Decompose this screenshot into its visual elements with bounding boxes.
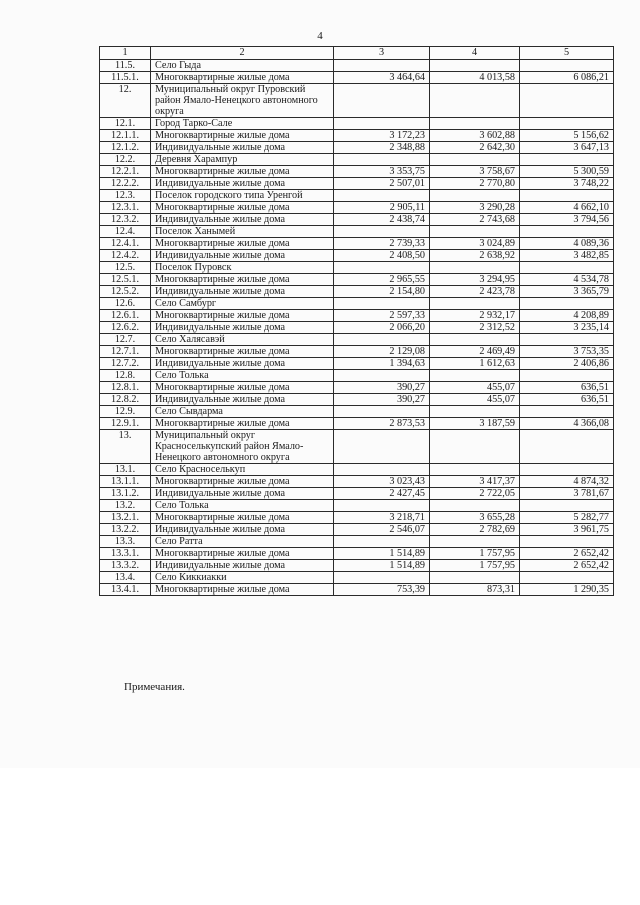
row-value-col3 <box>334 226 430 238</box>
row-number: 12.6. <box>100 298 151 310</box>
row-value-col5: 3 482,85 <box>520 250 614 262</box>
row-value-col3 <box>334 370 430 382</box>
row-value-col4 <box>430 536 520 548</box>
row-value-col4: 3 758,67 <box>430 166 520 178</box>
row-value-col4: 3 417,37 <box>430 476 520 488</box>
table-row <box>100 464 614 476</box>
row-value-col4: 2 642,30 <box>430 142 520 154</box>
row-number: 12.4.1. <box>100 238 151 250</box>
table-row <box>100 370 614 382</box>
row-description: Село Халясавэй <box>151 334 334 346</box>
row-value-col5: 3 781,67 <box>520 488 614 500</box>
row-number: 12.8.2. <box>100 394 151 406</box>
table-row <box>100 322 614 334</box>
row-description: Индивидуальные жилые дома <box>151 394 334 406</box>
table-row <box>100 238 614 250</box>
row-value-col4: 455,07 <box>430 382 520 394</box>
row-number: 12.1.1. <box>100 130 151 142</box>
row-value-col3: 2 427,45 <box>334 488 430 500</box>
row-description: Многоквартирные жилые дома <box>151 274 334 286</box>
row-value-col3 <box>334 572 430 584</box>
row-number: 12.6.2. <box>100 322 151 334</box>
row-description: Индивидуальные жилые дома <box>151 286 334 298</box>
table-row <box>100 548 614 560</box>
row-value-col4: 3 602,88 <box>430 130 520 142</box>
row-value-col4 <box>430 298 520 310</box>
row-value-col5 <box>520 60 614 72</box>
row-value-col4: 2 722,05 <box>430 488 520 500</box>
row-value-col3: 2 507,01 <box>334 178 430 190</box>
table-row <box>100 262 614 274</box>
row-value-col4: 2 469,49 <box>430 346 520 358</box>
row-description: Село Сывдарма <box>151 406 334 418</box>
row-value-col3: 390,27 <box>334 382 430 394</box>
table-row <box>100 334 614 346</box>
row-value-col4 <box>430 500 520 512</box>
row-value-col3 <box>334 190 430 202</box>
row-value-col4: 2 638,92 <box>430 250 520 262</box>
table-row <box>100 142 614 154</box>
row-description: Поселок городского типа Уренгой <box>151 190 334 202</box>
row-value-col4 <box>430 118 520 130</box>
row-value-col4: 1 757,95 <box>430 560 520 572</box>
row-number: 12.8.1. <box>100 382 151 394</box>
row-value-col4 <box>430 84 520 118</box>
row-value-col4: 2 423,78 <box>430 286 520 298</box>
row-number: 12.7.1. <box>100 346 151 358</box>
row-description: Село Толька <box>151 370 334 382</box>
row-value-col5 <box>520 406 614 418</box>
row-description: Многоквартирные жилые дома <box>151 130 334 142</box>
row-number: 12.1. <box>100 118 151 130</box>
table-row <box>100 382 614 394</box>
row-description: Индивидуальные жилые дома <box>151 250 334 262</box>
row-value-col5 <box>520 536 614 548</box>
row-number: 12.5. <box>100 262 151 274</box>
row-value-col3: 3 023,43 <box>334 476 430 488</box>
row-number: 12.5.1. <box>100 274 151 286</box>
row-description: Многоквартирные жилые дома <box>151 512 334 524</box>
row-value-col5: 2 406,86 <box>520 358 614 370</box>
row-number: 13.1. <box>100 464 151 476</box>
row-value-col3: 1 514,89 <box>334 548 430 560</box>
row-value-col3 <box>334 298 430 310</box>
row-value-col5: 636,51 <box>520 382 614 394</box>
table-row <box>100 286 614 298</box>
row-description: Село Самбург <box>151 298 334 310</box>
row-value-col4 <box>430 464 520 476</box>
col-header-3: 3 <box>334 47 430 60</box>
row-value-col4: 3 290,28 <box>430 202 520 214</box>
row-number: 13.1.1. <box>100 476 151 488</box>
row-value-col4 <box>430 370 520 382</box>
table-row <box>100 476 614 488</box>
row-value-col4: 2 312,52 <box>430 322 520 334</box>
row-value-col5 <box>520 334 614 346</box>
row-value-col3 <box>334 500 430 512</box>
table-row <box>100 60 614 72</box>
row-value-col5 <box>520 370 614 382</box>
row-number: 11.5. <box>100 60 151 72</box>
table-row <box>100 250 614 262</box>
row-number: 12.3.2. <box>100 214 151 226</box>
row-value-col3: 3 464,64 <box>334 72 430 84</box>
row-value-col5: 5 156,62 <box>520 130 614 142</box>
row-value-col5 <box>520 190 614 202</box>
row-value-col4: 3 655,28 <box>430 512 520 524</box>
row-description: Село Гыда <box>151 60 334 72</box>
row-value-col5: 3 748,22 <box>520 178 614 190</box>
table-row <box>100 394 614 406</box>
row-value-col3: 3 172,23 <box>334 130 430 142</box>
row-value-col5: 4 366,08 <box>520 418 614 430</box>
row-value-col3: 2 965,55 <box>334 274 430 286</box>
row-number: 12.4. <box>100 226 151 238</box>
row-description: Село Толька <box>151 500 334 512</box>
row-number: 12.9. <box>100 406 151 418</box>
table-row <box>100 406 614 418</box>
row-value-col4: 2 932,17 <box>430 310 520 322</box>
row-value-col5 <box>520 430 614 464</box>
table-row <box>100 500 614 512</box>
row-number: 12.7.2. <box>100 358 151 370</box>
row-value-col5 <box>520 84 614 118</box>
table-row <box>100 84 614 118</box>
row-value-col3: 2 438,74 <box>334 214 430 226</box>
row-value-col5 <box>520 118 614 130</box>
row-value-col5: 3 753,35 <box>520 346 614 358</box>
table-header-row <box>100 47 614 60</box>
row-description: Многоквартирные жилые дома <box>151 548 334 560</box>
row-description: Муниципальный округ Пуровский район Ямало-Ненецкого автономного округа <box>151 84 334 118</box>
row-description: Индивидуальные жилые дома <box>151 322 334 334</box>
row-description: Многоквартирные жилые дома <box>151 476 334 488</box>
row-value-col4 <box>430 572 520 584</box>
row-value-col3 <box>334 334 430 346</box>
row-number: 12.3. <box>100 190 151 202</box>
row-value-col5: 4 874,32 <box>520 476 614 488</box>
row-value-col3 <box>334 464 430 476</box>
row-value-col5 <box>520 226 614 238</box>
table-row <box>100 202 614 214</box>
table-row <box>100 130 614 142</box>
row-description: Индивидуальные жилые дома <box>151 524 334 536</box>
table-body <box>100 60 614 596</box>
row-value-col3: 2 546,07 <box>334 524 430 536</box>
row-value-col3 <box>334 118 430 130</box>
row-description: Индивидуальные жилые дома <box>151 214 334 226</box>
notes-heading: Примечания. <box>124 681 185 693</box>
row-value-col3: 2 739,33 <box>334 238 430 250</box>
row-value-col4: 1 757,95 <box>430 548 520 560</box>
table-row <box>100 346 614 358</box>
table-row <box>100 118 614 130</box>
row-value-col5: 5 300,59 <box>520 166 614 178</box>
row-number: 12.6.1. <box>100 310 151 322</box>
table-row <box>100 214 614 226</box>
row-value-col4: 2 782,69 <box>430 524 520 536</box>
row-value-col3 <box>334 406 430 418</box>
row-value-col4: 2 770,80 <box>430 178 520 190</box>
row-value-col4: 1 612,63 <box>430 358 520 370</box>
row-value-col3: 2 905,11 <box>334 202 430 214</box>
row-value-col5 <box>520 154 614 166</box>
row-value-col5 <box>520 464 614 476</box>
table-row <box>100 298 614 310</box>
row-number: 13.4.1. <box>100 584 151 596</box>
row-number: 12.2. <box>100 154 151 166</box>
row-value-col4: 4 013,58 <box>430 72 520 84</box>
row-description: Муниципальный округ Красноселькупский район Ямало-Ненецкого автономного округа <box>151 430 334 464</box>
row-description: Многоквартирные жилые дома <box>151 584 334 596</box>
table-row <box>100 430 614 464</box>
row-value-col5: 3 794,56 <box>520 214 614 226</box>
row-number: 12. <box>100 84 151 118</box>
row-value-col4: 3 024,89 <box>430 238 520 250</box>
row-number: 12.3.1. <box>100 202 151 214</box>
row-value-col3 <box>334 154 430 166</box>
col-header-2: 2 <box>151 47 334 60</box>
row-number: 12.7. <box>100 334 151 346</box>
row-value-col5: 3 235,14 <box>520 322 614 334</box>
row-description: Индивидуальные жилые дома <box>151 560 334 572</box>
row-value-col3 <box>334 262 430 274</box>
row-description: Индивидуальные жилые дома <box>151 488 334 500</box>
table-row <box>100 274 614 286</box>
row-value-col5: 3 961,75 <box>520 524 614 536</box>
table-row <box>100 190 614 202</box>
row-description: Многоквартирные жилые дома <box>151 166 334 178</box>
row-description: Село Красноселькуп <box>151 464 334 476</box>
row-number: 13.3.1. <box>100 548 151 560</box>
row-value-col3: 753,39 <box>334 584 430 596</box>
row-number: 12.5.2. <box>100 286 151 298</box>
row-description: Поселок Ханымей <box>151 226 334 238</box>
row-value-col3: 2 154,80 <box>334 286 430 298</box>
table-row <box>100 310 614 322</box>
page-number: 4 <box>317 30 323 42</box>
row-description: Село Ратта <box>151 536 334 548</box>
row-value-col3: 2 408,50 <box>334 250 430 262</box>
row-value-col5: 4 208,89 <box>520 310 614 322</box>
row-value-col3 <box>334 60 430 72</box>
row-value-col5: 3 365,79 <box>520 286 614 298</box>
row-number: 13.3. <box>100 536 151 548</box>
price-table <box>99 46 614 596</box>
row-value-col3: 2 873,53 <box>334 418 430 430</box>
row-description: Индивидуальные жилые дома <box>151 178 334 190</box>
row-value-col5: 5 282,77 <box>520 512 614 524</box>
row-value-col5: 2 652,42 <box>520 548 614 560</box>
row-value-col3: 2 348,88 <box>334 142 430 154</box>
row-value-col4 <box>430 406 520 418</box>
row-number: 12.4.2. <box>100 250 151 262</box>
table-row <box>100 512 614 524</box>
row-description: Многоквартирные жилые дома <box>151 310 334 322</box>
row-value-col3 <box>334 430 430 464</box>
row-value-col3 <box>334 84 430 118</box>
row-description: Многоквартирные жилые дома <box>151 202 334 214</box>
row-value-col3: 3 218,71 <box>334 512 430 524</box>
row-description: Город Тарко-Сале <box>151 118 334 130</box>
row-value-col4: 455,07 <box>430 394 520 406</box>
table-row <box>100 524 614 536</box>
row-number: 13. <box>100 430 151 464</box>
row-number: 12.8. <box>100 370 151 382</box>
row-value-col4 <box>430 226 520 238</box>
row-value-col3: 2 066,20 <box>334 322 430 334</box>
row-number: 13.2.2. <box>100 524 151 536</box>
row-value-col4 <box>430 190 520 202</box>
row-number: 13.3.2. <box>100 560 151 572</box>
row-value-col4: 2 743,68 <box>430 214 520 226</box>
row-value-col4: 873,31 <box>430 584 520 596</box>
table-row <box>100 226 614 238</box>
row-value-col5 <box>520 572 614 584</box>
row-number: 13.2.1. <box>100 512 151 524</box>
col-header-4: 4 <box>430 47 520 60</box>
row-number: 12.2.2. <box>100 178 151 190</box>
row-number: 12.9.1. <box>100 418 151 430</box>
row-value-col5 <box>520 262 614 274</box>
table-row <box>100 572 614 584</box>
row-description: Многоквартирные жилые дома <box>151 72 334 84</box>
row-value-col4 <box>430 334 520 346</box>
row-number: 12.1.2. <box>100 142 151 154</box>
row-number: 12.2.1. <box>100 166 151 178</box>
row-number: 13.1.2. <box>100 488 151 500</box>
row-description: Многоквартирные жилые дома <box>151 346 334 358</box>
row-description: Индивидуальные жилые дома <box>151 358 334 370</box>
col-header-1: 1 <box>100 47 151 60</box>
row-value-col4: 3 294,95 <box>430 274 520 286</box>
row-value-col3: 1 394,63 <box>334 358 430 370</box>
row-value-col5: 3 647,13 <box>520 142 614 154</box>
row-description: Село Киккиакки <box>151 572 334 584</box>
row-value-col5: 2 652,42 <box>520 560 614 572</box>
table-row <box>100 154 614 166</box>
row-value-col5 <box>520 298 614 310</box>
row-value-col4 <box>430 262 520 274</box>
row-description: Поселок Пуровск <box>151 262 334 274</box>
table-row <box>100 584 614 596</box>
row-number: 13.4. <box>100 572 151 584</box>
row-description: Деревня Харампур <box>151 154 334 166</box>
table-row <box>100 358 614 370</box>
row-value-col5: 4 534,78 <box>520 274 614 286</box>
table-row <box>100 178 614 190</box>
row-description: Многоквартирные жилые дома <box>151 418 334 430</box>
row-number: 11.5.1. <box>100 72 151 84</box>
row-value-col3: 390,27 <box>334 394 430 406</box>
row-value-col5: 4 662,10 <box>520 202 614 214</box>
row-value-col4 <box>430 60 520 72</box>
row-description: Индивидуальные жилые дома <box>151 142 334 154</box>
table-row <box>100 560 614 572</box>
table-row <box>100 72 614 84</box>
row-value-col3: 2 597,33 <box>334 310 430 322</box>
table-row <box>100 418 614 430</box>
row-value-col5: 1 290,35 <box>520 584 614 596</box>
row-value-col5 <box>520 500 614 512</box>
table-row <box>100 166 614 178</box>
row-value-col3: 2 129,08 <box>334 346 430 358</box>
table-row <box>100 488 614 500</box>
row-value-col3: 3 353,75 <box>334 166 430 178</box>
row-number: 13.2. <box>100 500 151 512</box>
row-value-col4 <box>430 154 520 166</box>
row-value-col3: 1 514,89 <box>334 560 430 572</box>
row-description: Многоквартирные жилые дома <box>151 238 334 250</box>
row-value-col3 <box>334 536 430 548</box>
row-value-col4 <box>430 430 520 464</box>
row-value-col5: 6 086,21 <box>520 72 614 84</box>
row-value-col5: 636,51 <box>520 394 614 406</box>
row-value-col4: 3 187,59 <box>430 418 520 430</box>
table-row <box>100 536 614 548</box>
row-description: Многоквартирные жилые дома <box>151 382 334 394</box>
col-header-5: 5 <box>520 47 614 60</box>
row-value-col5: 4 089,36 <box>520 238 614 250</box>
